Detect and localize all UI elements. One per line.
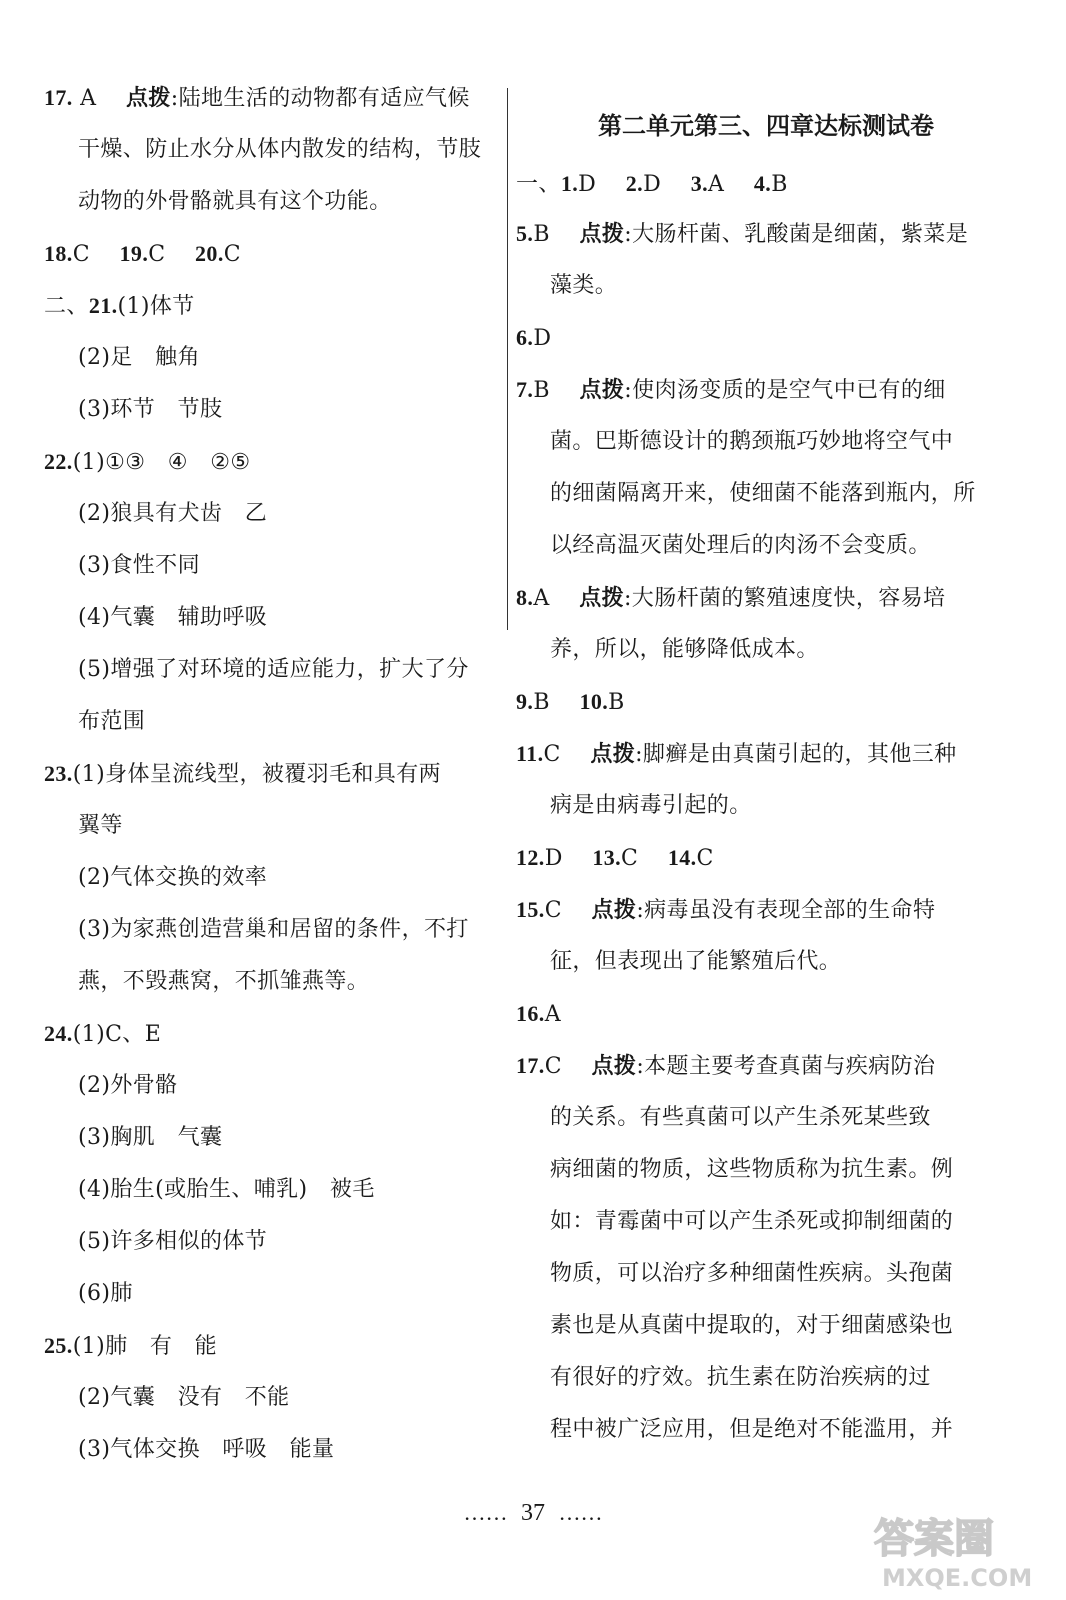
column-divider	[507, 88, 508, 630]
answer-8: 8.A 点拨:大肠杆菌的繁殖速度快，容易培	[516, 585, 946, 611]
answer-23-part: 翼等	[78, 813, 123, 838]
answers-9-10: 9.B 10.B	[516, 689, 625, 715]
answer-23-part: 燕，不毁燕窝，不抓雏燕等。	[78, 969, 370, 994]
answer-24-part: (4)胎生(或胎生、哺乳) 被毛	[78, 1177, 375, 1202]
answer-5-cont: 藻类。	[550, 273, 618, 298]
footer-dots-left: ……	[463, 1500, 508, 1525]
answer-22-part: (5)增强了对环境的适应能力，扩大了分	[78, 657, 469, 682]
answer-24-part: (6)肺	[78, 1281, 133, 1306]
answer-25-part: (2)气囊 没有 不能	[78, 1385, 290, 1410]
answer-22-part: (3)食性不同	[78, 553, 200, 578]
left-column	[44, 72, 506, 1476]
answer-17-right-cont: 如：青霉菌中可以产生杀死或抑制细菌的	[550, 1209, 954, 1234]
answer-23-part: (2)气体交换的效率	[78, 865, 268, 890]
answer-22-part: (4)气囊 辅助呼吸	[78, 605, 268, 630]
answers-18-20: 18.C 19.C 20.C	[44, 241, 241, 267]
section-title: 第二单元第三、四章达标测试卷	[598, 112, 934, 140]
answer-17-right-cont: 有很好的疗效。抗生素在防治疾病的过	[550, 1365, 931, 1390]
right-column	[516, 72, 986, 1456]
answer-22-part: (2)狼具有犬齿 乙	[78, 501, 268, 526]
footer-dots-right: ……	[558, 1500, 603, 1525]
answer-17-right-cont: 病细菌的物质，这些物质称为抗生素。例	[550, 1157, 954, 1182]
answer-15-cont: 征，但表现出了能繁殖后代。	[550, 949, 842, 974]
answer-7: 7.B 点拨:使肉汤变质的是空气中已有的细	[516, 377, 946, 403]
answer-24-part: (2)外骨骼	[78, 1073, 178, 1098]
answer-21-part: (3)环节 节肢	[78, 397, 223, 422]
watermark-url: MXQE.COM	[882, 1564, 1033, 1592]
answer-5: 5.B 点拨:大肠杆菌、乳酸菌是细菌，紫菜是	[516, 221, 969, 247]
answer-7-cont: 菌。巴斯德设计的鹅颈瓶巧妙地将空气中	[550, 429, 954, 454]
answer-17-left-cont: 干燥、防止水分从体内散发的结构，节肢	[78, 137, 482, 162]
answer-23-part: (3)为家燕创造营巢和居留的条件，不打	[78, 917, 469, 942]
answer-24-part: (5)许多相似的体节	[78, 1229, 268, 1254]
answer-22-part: 布范围	[78, 709, 146, 734]
answer-21: 二、21.(1)体节	[44, 293, 195, 319]
answers-1-4: 一、1.D 2.D 3.A 4.B	[516, 171, 788, 197]
answer-17-right-cont: 素也是从真菌中提取的，对于细菌感染也	[550, 1313, 954, 1338]
page-number: 37	[521, 1500, 545, 1526]
answer-21-part: (2)足 触角	[78, 345, 200, 370]
answer-15: 15.C 点拨:病毒虽没有表现全部的生命特	[516, 897, 936, 923]
answer-6: 6.D	[516, 325, 552, 351]
answer-17-left-cont: 动物的外骨骼就具有这个功能。	[78, 189, 392, 214]
answer-8-cont: 养，所以，能够降低成本。	[550, 637, 819, 662]
answer-17-right-cont: 的关系。有些真菌可以产生杀死某些致	[550, 1105, 931, 1130]
answer-24: 24.(1)C、E	[44, 1021, 162, 1047]
answer-17-right-cont: 物质，可以治疗多种细菌性疾病。头孢菌	[550, 1261, 954, 1286]
answer-17-right-cont: 程中被广泛应用，但是绝对不能滥用，并	[550, 1417, 954, 1442]
answers-12-14: 12.D 13.C 14.C	[516, 845, 714, 871]
answer-17-left: 17. A 点拨:陆地生活的动物都有适应气候	[44, 85, 470, 111]
answer-7-cont: 以经高温灭菌处理后的肉汤不会变质。	[550, 533, 931, 558]
answer-23: 23.(1)身体呈流线型，被覆羽毛和具有两	[44, 761, 442, 787]
answer-11: 11.C 点拨:脚癣是由真菌引起的，其他三种	[516, 741, 957, 767]
answer-22: 22.(1)①③ ④ ②⑤	[44, 449, 251, 475]
answer-25: 25.(1)肺 有 能	[44, 1333, 218, 1359]
answer-25-part: (3)气体交换 呼吸 能量	[78, 1437, 335, 1462]
answer-16: 16.A	[516, 1001, 561, 1027]
answer-17-right: 17.C 点拨:本题主要考查真菌与疾病防治	[516, 1053, 936, 1079]
answer-7-cont: 的细菌隔离开来，使细菌不能落到瓶内，所	[550, 481, 976, 506]
watermark-logo	[868, 1508, 1058, 1592]
answer-11-cont: 病是由病毒引起的。	[550, 793, 752, 818]
watermark-graphic	[868, 1508, 1058, 1592]
answer-24-part: (3)胸肌 气囊	[78, 1125, 223, 1150]
watermark-title: 答案圈	[874, 1516, 994, 1562]
